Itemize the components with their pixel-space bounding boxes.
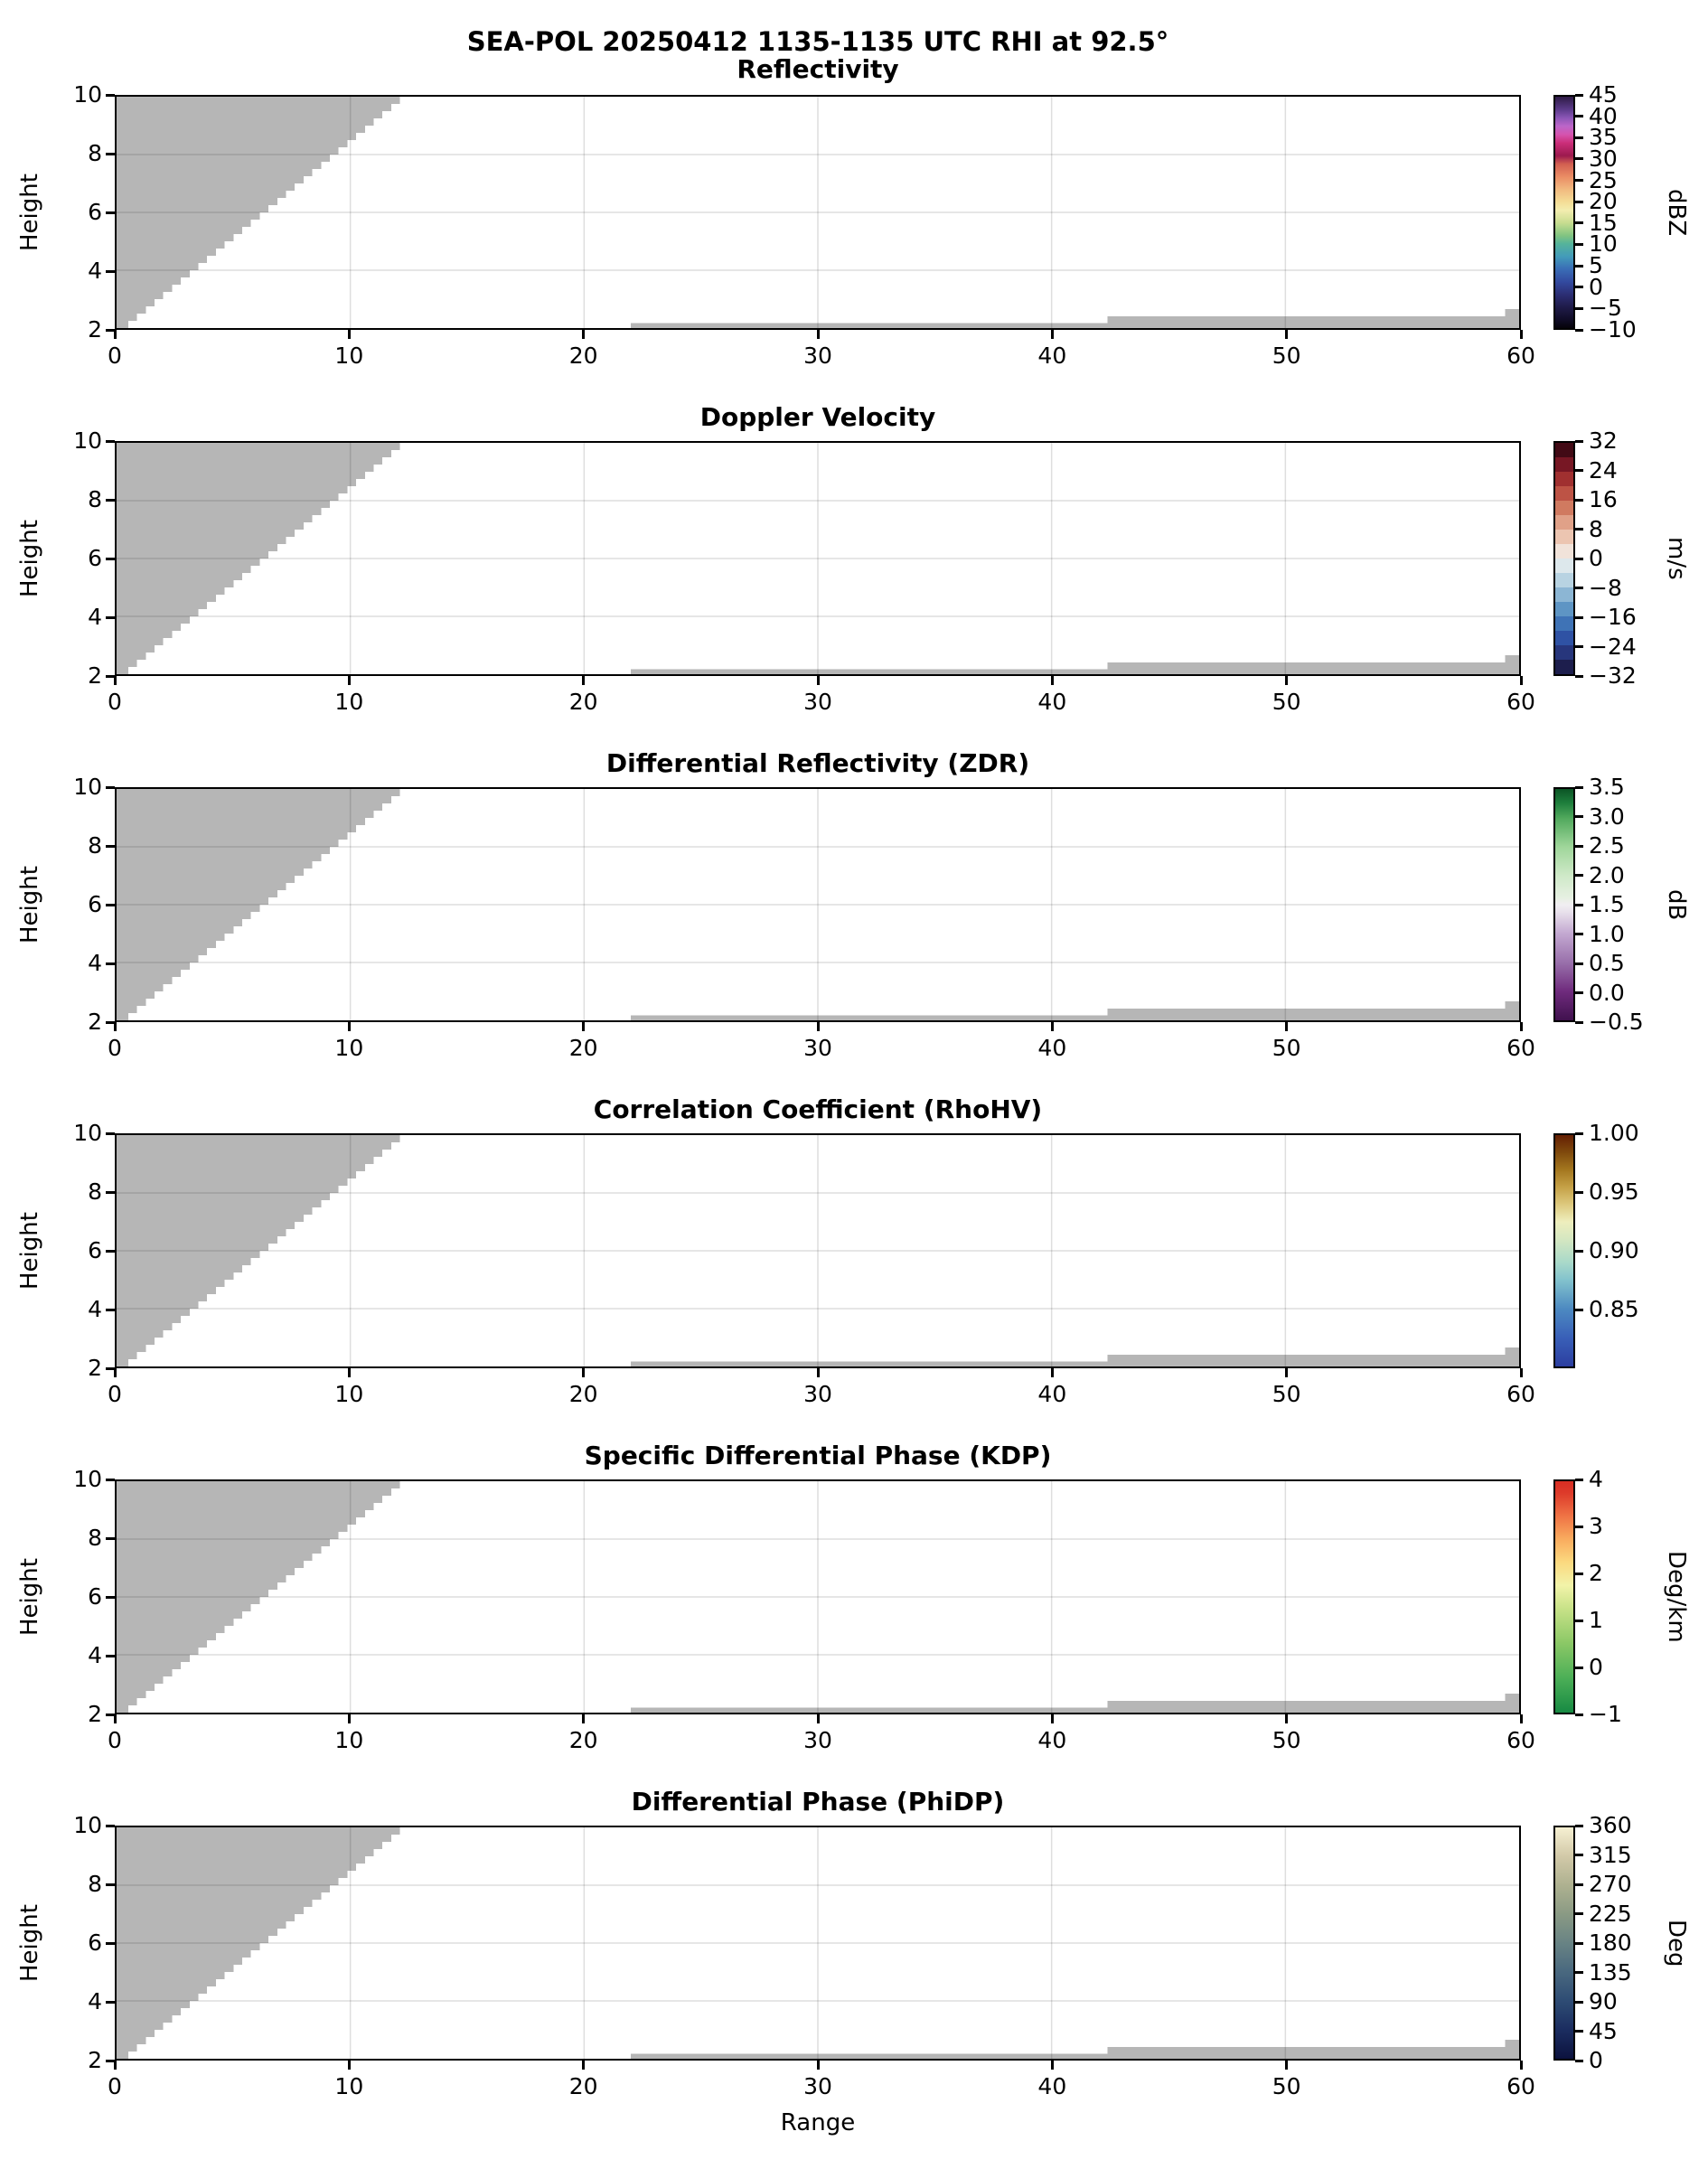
x-tick-label: 30 (803, 343, 832, 369)
y-tick-mark (106, 675, 115, 678)
colorbar-tick-label: 3 (1589, 1513, 1603, 1539)
colorbar-tick-label: 2.0 (1589, 861, 1625, 888)
colorbar-tick-mark (1575, 1620, 1583, 1622)
y-tick-mark (106, 1883, 115, 1886)
x-tick-label: 10 (334, 1381, 364, 1407)
colorbar-tick-label: 8 (1589, 515, 1603, 542)
x-tick-label: 0 (108, 1727, 122, 1753)
panel-title-5: Differential Phase (PhiDP) (631, 1787, 1005, 1817)
y-tick-mark (106, 1596, 115, 1599)
colorbar-tick-mark (1575, 1573, 1583, 1575)
x-tick-mark (817, 1368, 820, 1377)
y-tick-label: 4 (88, 258, 102, 284)
x-tick-mark (582, 330, 585, 339)
panel-plot-0 (115, 95, 1521, 330)
colorbar-tick-label: 1.0 (1589, 920, 1625, 947)
colorbar-tick-mark (1575, 307, 1583, 310)
colorbar-tick-label: −32 (1589, 662, 1637, 689)
x-tick-mark (114, 1714, 117, 1723)
y-tick-mark (106, 1942, 115, 1945)
x-tick-label: 20 (568, 689, 598, 715)
colorbar-tick-mark (1575, 962, 1583, 965)
colorbar-tick-label: 360 (1589, 1812, 1632, 1838)
x-tick-label: 30 (803, 1727, 832, 1753)
x-tick-mark (817, 2061, 820, 2070)
colorbar-tick-label: 32 (1589, 427, 1618, 454)
y-tick-mark (106, 270, 115, 273)
y-tick-mark (106, 845, 115, 848)
y-tick-mark (106, 94, 115, 97)
colorbar-tick-label: 0.85 (1589, 1296, 1639, 1322)
y-tick-label: 6 (88, 545, 102, 571)
colorbar-unit-label-0: dBZ (1663, 188, 1690, 237)
x-tick-label: 50 (1272, 343, 1301, 369)
colorbar-tick-mark (1575, 201, 1583, 203)
x-tick-label: 40 (1037, 1035, 1067, 1061)
colorbar-tick-label: 2 (1589, 1560, 1603, 1586)
y-tick-label: 6 (88, 199, 102, 225)
x-tick-label: 10 (334, 2073, 364, 2099)
y-tick-label: 2 (88, 316, 102, 343)
colorbar-3 (1553, 1133, 1575, 1368)
colorbar-tick-label: 1 (1589, 1607, 1603, 1633)
x-tick-mark (817, 676, 820, 685)
colorbar-tick-mark (1575, 286, 1583, 288)
x-tick-mark (1285, 330, 1288, 339)
colorbar-tick-label: −5 (1589, 295, 1622, 322)
colorbar-tick-mark (1575, 1526, 1583, 1528)
x-tick-label: 30 (803, 2073, 832, 2099)
colorbar-tick-label: −16 (1589, 604, 1637, 630)
colorbar-tick-mark (1575, 94, 1583, 97)
colorbar-tick-label: 225 (1589, 1900, 1632, 1927)
x-tick-label: 40 (1037, 689, 1067, 715)
panel-title-1: Doppler Velocity (699, 402, 936, 432)
x-tick-label: 0 (108, 1381, 122, 1407)
no-data-strip-2 (1505, 1694, 1519, 1713)
x-tick-label: 50 (1272, 689, 1301, 715)
x-tick-label: 60 (1506, 1381, 1535, 1407)
colorbar-tick-mark (1575, 2030, 1583, 2033)
panel-plot-5 (115, 1826, 1521, 2061)
mask-layer-1 (117, 443, 1519, 674)
x-tick-mark (1285, 1714, 1288, 1723)
x-tick-mark (348, 330, 351, 339)
y-axis-label-0: Height (16, 174, 43, 251)
colorbar-tick-label: 35 (1589, 124, 1618, 151)
x-tick-label: 20 (568, 343, 598, 369)
colorbar-tick-label: −24 (1589, 633, 1637, 660)
y-tick-label: 10 (73, 774, 102, 800)
colorbar-tick-mark (1575, 1667, 1583, 1669)
x-tick-label: 50 (1272, 1381, 1301, 1407)
colorbar-tick-label: 40 (1589, 102, 1618, 129)
x-tick-mark (582, 2061, 585, 2070)
x-tick-mark (1520, 2061, 1523, 2070)
x-tick-label: 40 (1037, 2073, 1067, 2099)
colorbar-1 (1553, 441, 1575, 676)
x-tick-mark (348, 1022, 351, 1031)
x-tick-mark (1051, 2061, 1054, 2070)
y-tick-mark (106, 1825, 115, 1827)
colorbar-tick-mark (1575, 1942, 1583, 1945)
colorbar-tick-mark (1575, 558, 1583, 560)
x-tick-mark (1051, 330, 1054, 339)
colorbar-tick-mark (1575, 179, 1583, 182)
colorbar-tick-label: 1.00 (1589, 1120, 1639, 1146)
colorbar-tick-mark (1575, 815, 1583, 818)
x-tick-label: 60 (1506, 343, 1535, 369)
x-tick-label: 20 (568, 1035, 598, 1061)
x-tick-label: 60 (1506, 689, 1535, 715)
x-tick-mark (348, 1368, 351, 1377)
colorbar-tick-label: 90 (1589, 1988, 1618, 2014)
x-tick-mark (1520, 1368, 1523, 1377)
y-tick-label: 4 (88, 1296, 102, 1322)
colorbar-tick-mark (1575, 528, 1583, 531)
mask-layer-0 (117, 97, 1519, 328)
y-axis-label-4: Height (16, 1558, 43, 1636)
colorbar-tick-label: 16 (1589, 486, 1618, 512)
colorbar-unit-label-5: Deg (1663, 1919, 1690, 1967)
x-tick-mark (114, 2061, 117, 2070)
panel-title-3: Correlation Coefficient (RhoHV) (593, 1094, 1043, 1124)
x-tick-label: 30 (803, 1381, 832, 1407)
colorbar-tick-label: 3.0 (1589, 803, 1625, 830)
y-tick-mark (106, 2060, 115, 2062)
colorbar-tick-mark (1575, 904, 1583, 906)
y-tick-label: 4 (88, 604, 102, 630)
y-tick-mark (106, 1367, 115, 1370)
colorbar-tick-mark (1575, 874, 1583, 877)
x-tick-mark (348, 676, 351, 685)
x-tick-label: 0 (108, 689, 122, 715)
colorbar-tick-mark (1575, 499, 1583, 502)
y-tick-mark (106, 211, 115, 214)
y-tick-mark (106, 440, 115, 443)
colorbar-tick-mark (1575, 675, 1583, 678)
y-tick-label: 4 (88, 1642, 102, 1668)
colorbar-tick-mark (1575, 1912, 1583, 1915)
colorbar-tick-mark (1575, 440, 1583, 443)
y-axis-label-2: Height (16, 866, 43, 944)
no-data-strip-1 (1108, 662, 1506, 674)
y-tick-label: 8 (88, 486, 102, 512)
no-data-strip-1 (1108, 316, 1506, 328)
y-tick-label: 6 (88, 1930, 102, 1956)
y-tick-mark (106, 616, 115, 619)
y-tick-mark (106, 153, 115, 155)
x-tick-mark (1520, 1714, 1523, 1723)
y-tick-mark (106, 2001, 115, 2004)
x-tick-mark (114, 1022, 117, 1031)
colorbar-tick-label: 20 (1589, 188, 1618, 215)
x-tick-label: 10 (334, 1727, 364, 1753)
mask-layer-4 (117, 1481, 1519, 1713)
colorbar-tick-label: 0.5 (1589, 950, 1625, 976)
colorbar-tick-mark (1575, 1479, 1583, 1481)
x-tick-mark (114, 1368, 117, 1377)
colorbar-tick-label: 5 (1589, 252, 1603, 279)
x-tick-mark (1520, 1022, 1523, 1031)
x-tick-label: 50 (1272, 1035, 1301, 1061)
x-tick-label: 0 (108, 343, 122, 369)
x-tick-mark (1520, 676, 1523, 685)
x-tick-mark (1520, 330, 1523, 339)
colorbar-4 (1553, 1479, 1575, 1714)
no-data-strip-1 (1108, 1355, 1506, 1366)
colorbar-tick-label: 25 (1589, 166, 1618, 193)
y-tick-label: 2 (88, 662, 102, 689)
y-tick-mark (106, 786, 115, 789)
y-tick-label: 10 (73, 1812, 102, 1838)
no-data-strip-2 (1505, 1347, 1519, 1366)
colorbar-tick-mark (1575, 1191, 1583, 1194)
panel-title-4: Specific Differential Phase (KDP) (584, 1441, 1052, 1470)
y-tick-mark (106, 1250, 115, 1253)
y-tick-label: 10 (73, 81, 102, 108)
colorbar-tick-mark (1575, 329, 1583, 332)
y-tick-label: 4 (88, 1988, 102, 2014)
colorbar-tick-mark (1575, 157, 1583, 160)
mask-layer-5 (117, 1827, 1519, 2059)
x-tick-label: 20 (568, 2073, 598, 2099)
x-tick-label: 60 (1506, 1035, 1535, 1061)
x-tick-label: 30 (803, 1035, 832, 1061)
colorbar-tick-label: 270 (1589, 1871, 1632, 1897)
x-tick-label: 10 (334, 689, 364, 715)
no-data-strip-2 (1505, 1001, 1519, 1020)
x-tick-mark (817, 1714, 820, 1723)
mask-layer-2 (117, 789, 1519, 1020)
y-tick-mark (106, 962, 115, 965)
colorbar-5 (1553, 1826, 1575, 2061)
x-tick-mark (1051, 1022, 1054, 1031)
x-tick-mark (582, 676, 585, 685)
x-tick-label: 30 (803, 689, 832, 715)
x-tick-label: 20 (568, 1727, 598, 1753)
x-tick-mark (582, 1714, 585, 1723)
y-tick-label: 4 (88, 950, 102, 976)
colorbar-tick-label: −1 (1589, 1701, 1622, 1727)
no-data-strip-1 (1108, 2047, 1506, 2059)
colorbar-tick-label: 0.90 (1589, 1237, 1639, 1263)
colorbar-tick-label: 2.5 (1589, 832, 1625, 859)
panel-plot-1 (115, 441, 1521, 676)
x-tick-mark (582, 1022, 585, 1031)
no-data-strip-0 (631, 2054, 1108, 2059)
x-tick-mark (1285, 1022, 1288, 1031)
colorbar-tick-mark (1575, 933, 1583, 935)
no-data-strip-0 (631, 1016, 1108, 1020)
x-tick-label: 60 (1506, 2073, 1535, 2099)
colorbar-tick-label: 0.95 (1589, 1178, 1639, 1205)
colorbar-tick-mark (1575, 587, 1583, 589)
y-tick-label: 6 (88, 1237, 102, 1263)
colorbar-tick-mark (1575, 1021, 1583, 1024)
x-tick-label: 0 (108, 1035, 122, 1061)
colorbar-0 (1553, 95, 1575, 330)
figure-title: SEA-POL 20250412 1135-1135 UTC RHI at 92.5° (466, 26, 1169, 57)
colorbar-tick-label: 135 (1589, 1958, 1632, 1986)
colorbar-tick-mark (1575, 645, 1583, 648)
colorbar-2 (1553, 787, 1575, 1022)
y-tick-mark (106, 558, 115, 560)
colorbar-tick-mark (1575, 1309, 1583, 1311)
no-data-strip-2 (1505, 309, 1519, 328)
x-tick-label: 10 (334, 343, 364, 369)
y-tick-mark (106, 1309, 115, 1311)
colorbar-tick-mark (1575, 1854, 1583, 1856)
y-tick-mark (106, 1479, 115, 1481)
y-tick-label: 10 (73, 1120, 102, 1146)
colorbar-tick-label: −0.5 (1589, 1009, 1644, 1035)
x-tick-mark (582, 1368, 585, 1377)
y-tick-label: 8 (88, 832, 102, 859)
y-tick-mark (106, 1132, 115, 1135)
y-tick-label: 6 (88, 1583, 102, 1610)
colorbar-tick-mark (1575, 845, 1583, 848)
y-tick-label: 8 (88, 140, 102, 166)
x-tick-mark (1285, 1368, 1288, 1377)
colorbar-tick-mark (1575, 2060, 1583, 2062)
colorbar-tick-label: 45 (1589, 2017, 1618, 2044)
colorbar-tick-mark (1575, 1250, 1583, 1253)
y-axis-label-1: Height (16, 520, 43, 597)
y-tick-mark (106, 329, 115, 332)
colorbar-tick-mark (1575, 243, 1583, 246)
colorbar-tick-label: 0 (1589, 273, 1603, 300)
no-data-strip-0 (631, 1708, 1108, 1713)
colorbar-tick-label: −10 (1589, 316, 1637, 343)
colorbar-tick-mark (1575, 616, 1583, 619)
colorbar-unit-label-1: m/s (1663, 537, 1690, 580)
colorbar-tick-mark (1575, 221, 1583, 224)
colorbar-tick-label: 0 (1589, 1654, 1603, 1680)
panel-title-2: Differential Reflectivity (ZDR) (605, 748, 1030, 778)
x-tick-label: 50 (1272, 1727, 1301, 1753)
panel-plot-4 (115, 1479, 1521, 1714)
x-tick-mark (1285, 2061, 1288, 2070)
x-tick-label: 50 (1272, 2073, 1301, 2099)
panel-title-0: Reflectivity (737, 54, 899, 84)
colorbar-unit-label-4: Deg/km (1663, 1551, 1690, 1643)
y-tick-label: 2 (88, 2047, 102, 2073)
y-tick-label: 8 (88, 1178, 102, 1205)
x-tick-mark (1051, 1714, 1054, 1723)
colorbar-tick-label: 315 (1589, 1841, 1632, 1868)
y-tick-label: 2 (88, 1355, 102, 1381)
no-data-strip-1 (1108, 1701, 1506, 1713)
y-axis-label-5: Height (16, 1904, 43, 1982)
x-tick-label: 40 (1037, 1727, 1067, 1753)
x-tick-mark (348, 1714, 351, 1723)
colorbar-tick-mark (1575, 1132, 1583, 1135)
no-data-strip-1 (1108, 1009, 1506, 1020)
y-tick-label: 10 (73, 1466, 102, 1492)
x-tick-mark (817, 330, 820, 339)
y-tick-label: 10 (73, 427, 102, 454)
colorbar-tick-label: 1.5 (1589, 891, 1625, 917)
x-tick-label: 60 (1506, 1727, 1535, 1753)
colorbar-tick-label: 30 (1589, 145, 1618, 172)
colorbar-tick-mark (1575, 786, 1583, 789)
x-tick-mark (114, 330, 117, 339)
y-tick-label: 2 (88, 1009, 102, 1035)
colorbar-unit-label-2: dB (1663, 888, 1690, 921)
y-tick-mark (106, 1714, 115, 1716)
no-data-strip-2 (1505, 655, 1519, 674)
colorbar-tick-mark (1575, 1883, 1583, 1886)
y-tick-mark (106, 904, 115, 906)
x-tick-mark (1051, 676, 1054, 685)
y-tick-mark (106, 1655, 115, 1657)
colorbar-tick-mark (1575, 265, 1583, 268)
y-tick-mark (106, 1537, 115, 1540)
colorbar-tick-mark (1575, 2001, 1583, 2004)
colorbar-tick-label: 0.0 (1589, 979, 1625, 1006)
no-data-strip-2 (1505, 2040, 1519, 2059)
colorbar-tick-label: 15 (1589, 209, 1618, 236)
y-axis-label-3: Height (16, 1212, 43, 1290)
x-tick-label: 10 (334, 1035, 364, 1061)
x-tick-label: 40 (1037, 1381, 1067, 1407)
colorbar-tick-label: 4 (1589, 1466, 1603, 1492)
y-tick-mark (106, 1021, 115, 1024)
colorbar-tick-mark (1575, 1971, 1583, 1974)
y-tick-mark (106, 499, 115, 502)
colorbar-tick-mark (1575, 469, 1583, 472)
x-tick-label: 20 (568, 1381, 598, 1407)
colorbar-tick-label: 3.5 (1589, 774, 1625, 800)
x-tick-label: 40 (1037, 343, 1067, 369)
x-tick-mark (817, 1022, 820, 1031)
no-data-strip-0 (631, 1362, 1108, 1366)
y-tick-label: 2 (88, 1701, 102, 1727)
y-tick-label: 8 (88, 1525, 102, 1551)
x-tick-mark (1051, 1368, 1054, 1377)
colorbar-tick-mark (1575, 1714, 1583, 1716)
colorbar-tick-label: 0 (1589, 2047, 1603, 2073)
panel-plot-3 (115, 1133, 1521, 1368)
colorbar-tick-label: 45 (1589, 81, 1618, 108)
y-tick-label: 8 (88, 1871, 102, 1897)
colorbar-tick-mark (1575, 115, 1583, 117)
x-tick-label: 0 (108, 2073, 122, 2099)
colorbar-tick-mark (1575, 991, 1583, 994)
x-axis-label: Range (780, 2109, 856, 2136)
colorbar-tick-label: −8 (1589, 574, 1622, 601)
colorbar-tick-label: 10 (1589, 230, 1618, 258)
panel-plot-2 (115, 787, 1521, 1022)
mask-layer-3 (117, 1135, 1519, 1366)
y-tick-label: 6 (88, 891, 102, 917)
colorbar-tick-mark (1575, 1825, 1583, 1827)
y-tick-mark (106, 1191, 115, 1194)
colorbar-tick-mark (1575, 136, 1583, 139)
no-data-strip-0 (631, 670, 1108, 674)
colorbar-tick-label: 24 (1589, 456, 1618, 484)
colorbar-tick-label: 180 (1589, 1930, 1632, 1956)
x-tick-mark (114, 676, 117, 685)
x-tick-mark (1285, 676, 1288, 685)
x-tick-mark (348, 2061, 351, 2070)
no-data-strip-0 (631, 324, 1108, 328)
colorbar-tick-label: 0 (1589, 545, 1603, 571)
